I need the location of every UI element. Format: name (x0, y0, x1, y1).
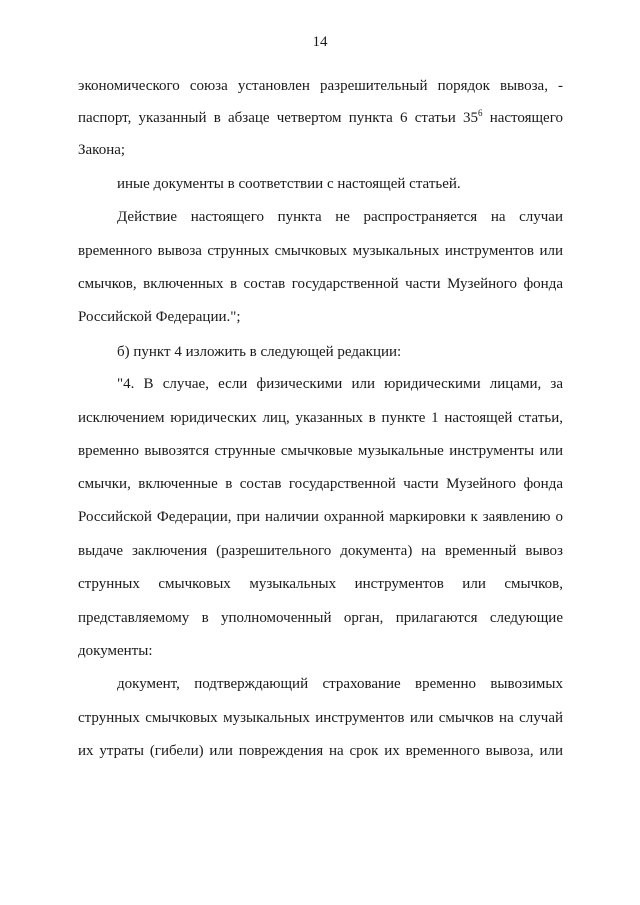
text-line: представляемому в уполномоченный орган, прилагаются следующие (78, 610, 563, 626)
page-number: 14 (312, 34, 328, 50)
text-line: экономического союза установлен разрешительный порядок вывоза, - (78, 78, 563, 94)
text-line (78, 108, 563, 128)
text-line: "4. В случае, если физическими или юридическими лицами, за (117, 376, 563, 392)
text-line: иные документы в соответствии с настоящей статьей. (117, 176, 461, 192)
text-line: Закона; (78, 142, 126, 158)
superscript: 6 (477, 108, 483, 118)
text-line: документы: (78, 643, 153, 659)
text-line: смычки, включенные в состав государственной части Музейного фонда (78, 476, 563, 492)
text-line: Российской Федерации."; (78, 309, 241, 325)
text-segment: паспорт, указанный в абзаце четвертом пункта 6 статьи 35 (78, 110, 478, 126)
text-line: струнных смычковых музыкальных инструментов или смычков, (78, 576, 563, 592)
text-line: смычков, включенных в состав государственной части Музейного фонда (78, 276, 563, 292)
text-line: их утраты (гибели) или повреждения на срок их временного вывоза, или (78, 743, 563, 759)
text-line: выдаче заключения (разрешительного документа) на временный вывоз (78, 543, 563, 559)
text-line: временно вывозятся струнные смычковые музыкальные инструменты или (78, 443, 563, 459)
text-line: б) пункт 4 изложить в следующей редакции: (117, 344, 402, 360)
text-line: исключением юридических лиц, указанных в пункте 1 настоящей статьи, (78, 410, 563, 426)
text-segment: настоящего (482, 110, 563, 126)
text-line: Действие настоящего пункта не распространяется на случаи (117, 209, 563, 225)
text-line: документ, подтверждающий страхование временно вывозимых (117, 676, 563, 692)
text-line: струнных смычковых музыкальных инструментов или смычков на случай (78, 710, 563, 726)
text-line: Российской Федерации, при наличии охранной маркировки к заявлению о (78, 509, 563, 525)
text-line: временного вывоза струнных смычковых музыкальных инструментов или (78, 243, 563, 259)
